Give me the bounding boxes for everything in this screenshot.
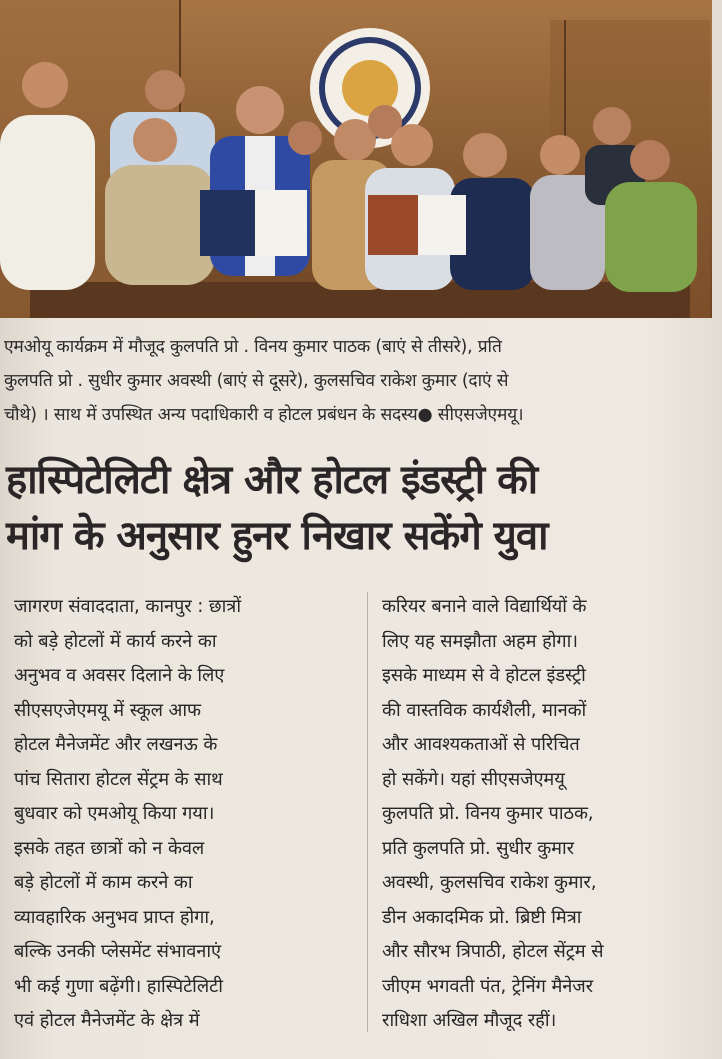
body-line: इसके तहत छात्रों को न केवल xyxy=(14,837,205,859)
body-line: राधिशा अखिल मौजूद रहीं। xyxy=(382,1010,557,1031)
body-line: एवं होटल मैनेजमेंट के क्षेत्र में xyxy=(14,1010,200,1031)
article-column-right xyxy=(382,590,712,1039)
column-divider xyxy=(367,592,368,1032)
body-line: कुलपति प्रो. विनय कुमार पाठक, xyxy=(382,803,594,824)
body-line: और सौरभ त्रिपाठी, होटल सेंट्रम से xyxy=(382,941,604,962)
body-line: होटल मैनेजमेंट और लखनऊ के xyxy=(14,734,218,755)
body-line: बड़े होटलों में काम करने का xyxy=(14,872,193,893)
body-line: डीन अकादमिक प्रो. ब्रिष्टी मित्रा xyxy=(382,906,582,928)
body-line: बुधवार को एमओयू किया गया। xyxy=(14,803,215,824)
photo-caption xyxy=(4,330,710,432)
headline-line: हास्पिटेलिटी क्षेत्र और होटल इंडस्ट्री की xyxy=(6,457,538,503)
group-photo xyxy=(0,0,712,318)
body-line: पांच सितारा होटल सेंट्रम के साथ xyxy=(14,768,223,790)
body-line: इसके माध्यम से वे होटल इंडस्ट्री xyxy=(382,665,586,686)
article-headline xyxy=(6,452,712,564)
body-line: प्रति कुलपति प्रो. सुधीर कुमार xyxy=(382,837,574,859)
body-line: व्यावहारिक अनुभव प्राप्त होगा, xyxy=(14,906,215,928)
body-line: की वास्तविक कार्यशैली, मानकों xyxy=(382,699,587,721)
group-photo-icon xyxy=(0,0,712,318)
body-line: लिए यह समझौता अहम होगा। xyxy=(382,630,578,652)
body-line: को बड़े होटलों में कार्य करने का xyxy=(14,630,217,652)
caption-line: चौथे) । साथ में उपस्थित अन्य पदाधिकारी व होटल प्रबंधन के सदस्य● सीएसजेएमयू। xyxy=(4,405,524,425)
body-line: भी कई गुणा बढ़ेंगी। हास्पिटेलिटी xyxy=(14,975,223,997)
body-line: जीएम भगवती पंत, ट्रेनिंग मैनेजर xyxy=(382,975,593,997)
body-line: करियर बनाने वाले विद्यार्थियों के xyxy=(382,596,587,617)
body-line: अवस्थी, कुलसचिव राकेश कुमार, xyxy=(382,872,597,893)
body-line: और आवश्यकताओं से परिचित xyxy=(382,734,580,755)
article-column-left xyxy=(14,590,354,1039)
body-line: सीएसएजेएमयू में स्कूल आफ xyxy=(14,699,201,721)
caption-line: कुलपति प्रो . सुधीर कुमार अवस्थी (बाएं से दूसरे), कुलसचिव राकेश कुमार (दाएं से xyxy=(4,371,509,391)
body-line: अनुभव व अवसर दिलाने के लिए xyxy=(14,665,225,686)
body-line: बल्कि उनकी प्लेसमेंट संभावनाएं xyxy=(14,941,221,962)
body-line: हो सकेंगे। यहां सीएसजेएमयू xyxy=(382,768,565,790)
headline-line: मांग के अनुसार हुनर निखार सकेंगे युवा xyxy=(6,513,548,559)
caption-line: एमओयू कार्यक्रम में मौजूद कुलपति प्रो . विनय कुमार पाठक (बाएं से तीसरे), प्रति xyxy=(4,337,502,357)
body-line: जागरण संवाददाता, कानपुर : छात्रों xyxy=(14,596,241,617)
